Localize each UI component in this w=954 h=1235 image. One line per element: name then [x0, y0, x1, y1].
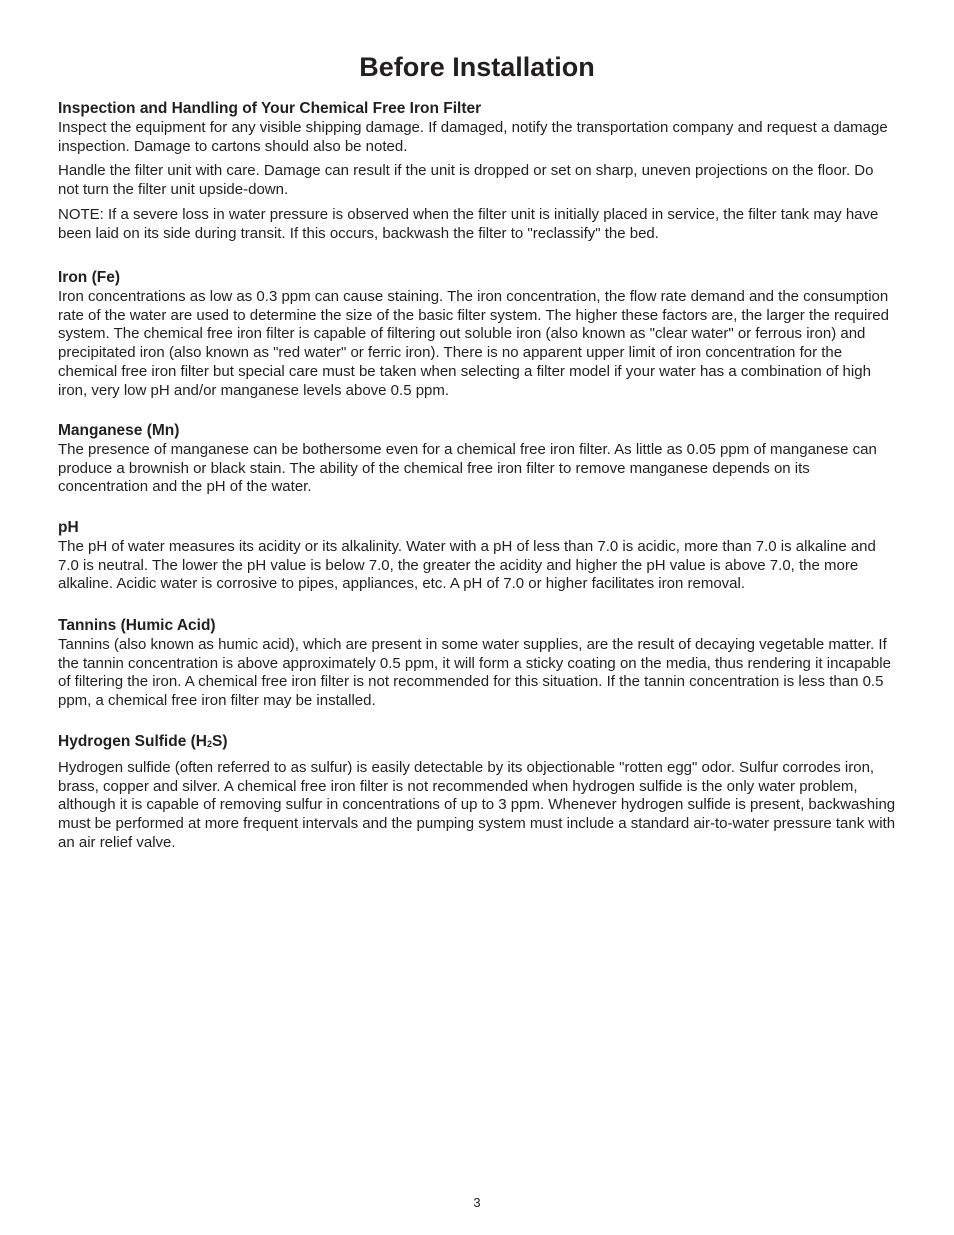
page-title: Before Installation	[359, 52, 595, 82]
section-manganese	[58, 421, 896, 497]
paragraph-tannins: Tannins (also known as humic acid), which are present in some water supplies, are the result of decaying vegetable matter. If the tannin concentration is above approximately 0.5 ppm, it will form a sticky coating on the media, thus rendering it incapable of filtering the iron. A chemical free iron filter is not recommended for this situation. If the tannin concentration is less than 0.5 ppm, a chemical free iron filter may be installed.	[58, 636, 891, 710]
heading-h2s-subscript: 2	[206, 739, 212, 749]
section-inspection	[58, 99, 896, 243]
section-heading-inspection: Inspection and Handling of Your Chemical Free Iron Filter	[58, 100, 482, 117]
section-heading-tannins: Tannins (Humic Acid)	[58, 617, 216, 634]
paragraph-inspection-1: Inspect the equipment for any visible shipping damage. If damaged, notify the transportation company and request a damage inspection. Damage to cartons should also be noted.	[58, 119, 888, 155]
section-iron	[58, 268, 896, 400]
paragraph-manganese: The presence of manganese can be bothersome even for a chemical free iron filter. As little as 0.05 ppm of manganese can produce a brownish or black stain. The ability of the chemical free iron filter to remove manganese depends on its concentration and the pH of the water.	[58, 441, 877, 496]
paragraph-iron: Iron concentrations as low as 0.3 ppm can cause staining. The iron concentration, the flow rate demand and the consumption rate of the water are used to determine the size of the basic filter system. The higher these factors are, the larger the required system. The chemical free iron filter is capable of filtering out soluble iron (also known as "clear water" or ferrous iron) and precipitated iron (also known as "red water" or ferric iron). There is no apparent upper limit of iron concentration for the chemical free iron filter but special care must be taken when selecting a filter model if your water has a combination of high iron, very low pH and/or manganese levels above 0.5 ppm.	[58, 288, 889, 399]
section-heading-ph: pH	[58, 519, 79, 536]
section-tannins	[58, 616, 896, 711]
heading-h2s-prefix: Hydrogen Sulfide (H	[58, 733, 207, 750]
section-heading-iron: Iron (Fe)	[58, 269, 120, 286]
heading-h2s-suffix: S)	[212, 733, 228, 750]
section-ph	[58, 518, 896, 594]
section-heading-hydrogen-sulfide	[58, 732, 896, 753]
section-heading-manganese: Manganese (Mn)	[58, 422, 180, 439]
paragraph-hydrogen-sulfide: Hydrogen sulfide (often referred to as sulfur) is easily detectable by its objectionable "rotten egg" odor. Sulfur corrodes iron, brass, copper and silver. A chemical free iron filter is not recommended when hydrogen sulfide is the only water problem, although it is capable of removing sulfur in concentrations of up to 3 ppm. Whenever hydrogen sulfide is present, backwashing must be performed at more frequent intervals and the pumping system must include a standard air-to-water pressure tank with an air relief valve.	[58, 759, 896, 851]
paragraph-inspection-2: Handle the filter unit with care. Damage can result if the unit is dropped or set on sharp, uneven projections on the floor. Do not turn the filter unit upside-down.	[58, 162, 874, 199]
paragraph-ph: The pH of water measures its acidity or its alkalinity. Water with a pH of less than 7.0 is acidic, more than 7.0 is alkaline and 7.0 is neutral. The lower the pH value is below 7.0, the greater the acidity and higher the pH value is above 7.0, the more alkaline. Acidic water is corrosive to pipes, appliances, etc. A pH of 7.0 or higher facilitates iron removal.	[58, 538, 876, 593]
section-hydrogen-sulfide	[58, 732, 896, 853]
paragraph-inspection-note: NOTE: If a severe loss in water pressure is observed when the filter unit is initially placed in service, the filter tank may have been laid on its side during transit. If this occurs, backwash the filter to "reclassify" the bed.	[58, 205, 879, 242]
page-number: 3	[473, 1195, 481, 1210]
